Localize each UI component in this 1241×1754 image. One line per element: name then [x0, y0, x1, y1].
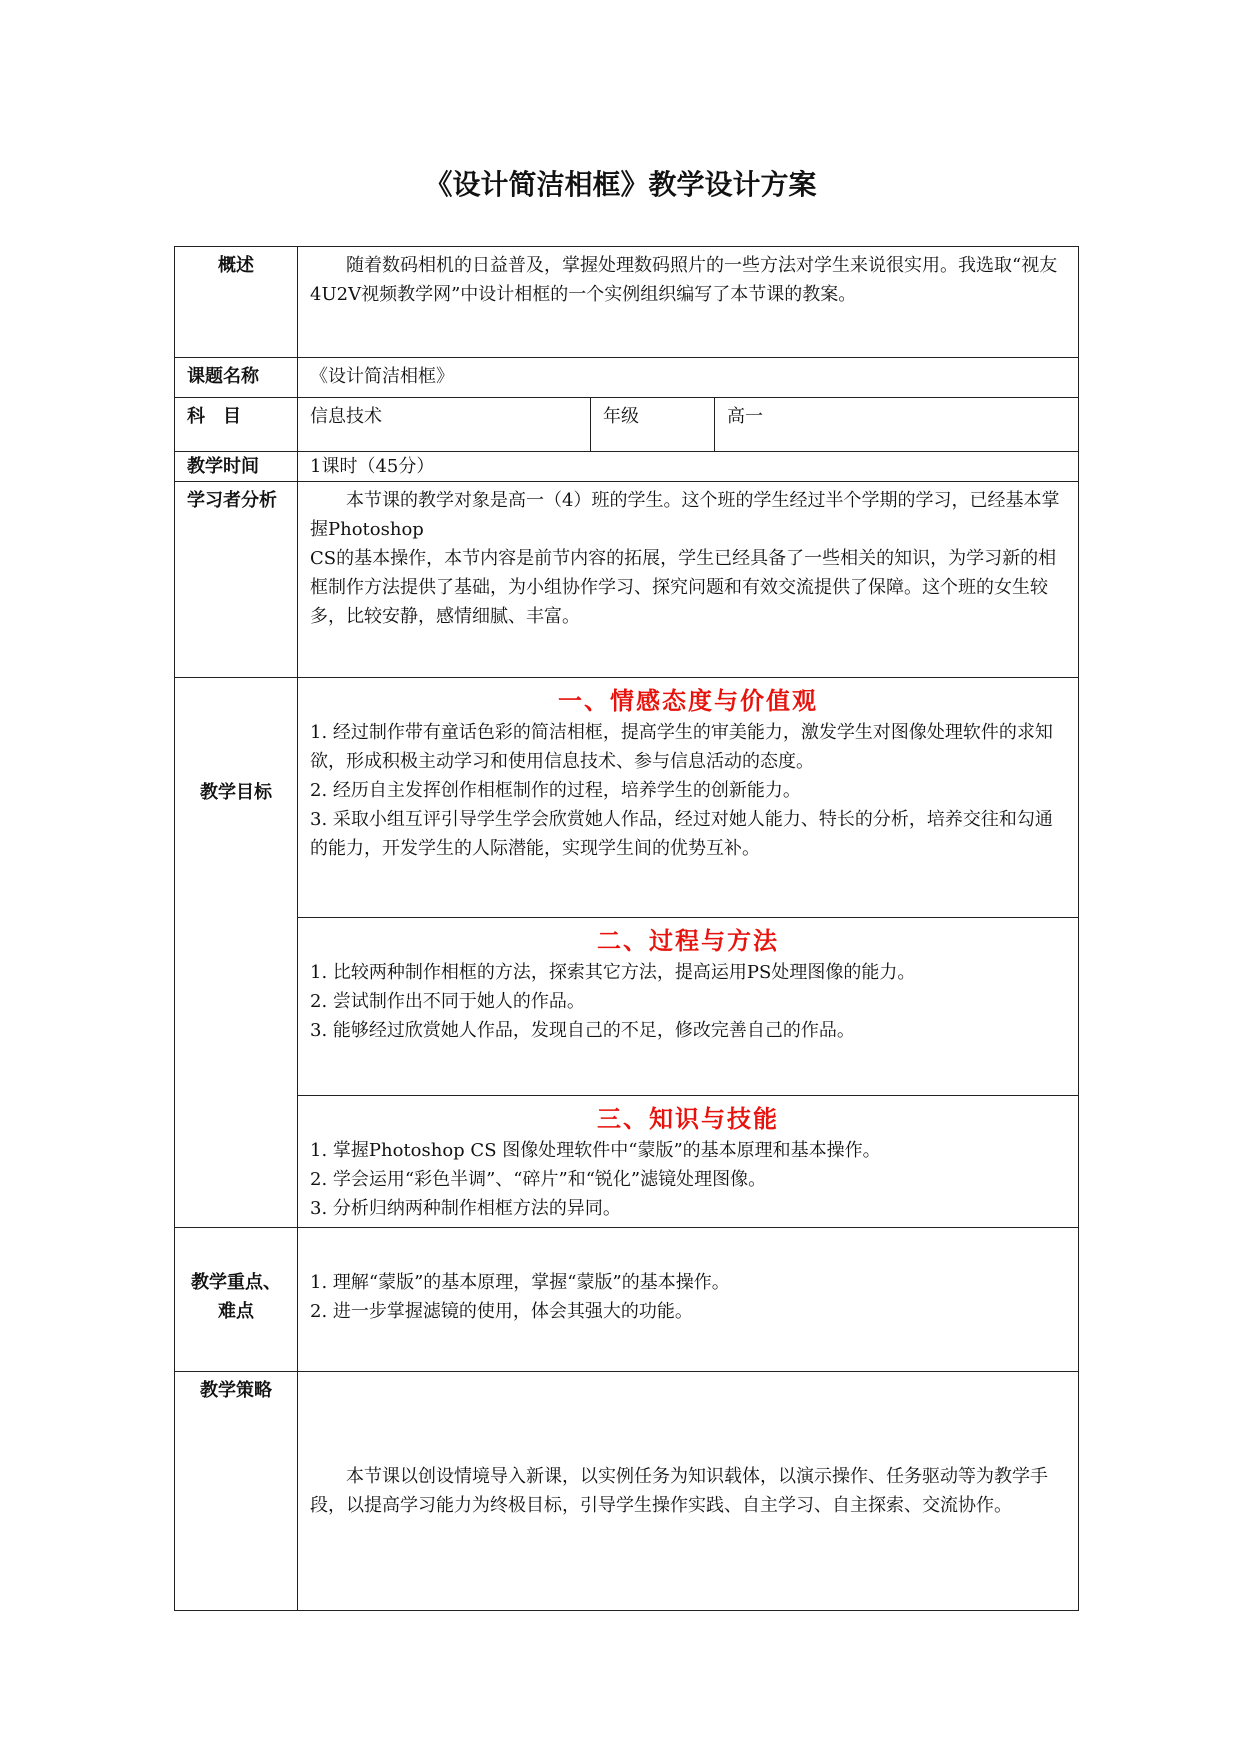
goals-label: 教学目标 — [175, 678, 298, 1228]
learner-label: 学习者分析 — [175, 482, 298, 678]
topic-label: 课题名称 — [175, 358, 298, 398]
goal-section-affective — [298, 678, 1079, 918]
grade-label: 年级 — [591, 398, 715, 452]
time-value: 1课时（45分） — [298, 452, 1079, 482]
row-time — [175, 452, 1079, 482]
row-goal-affective — [175, 678, 1079, 918]
learner-line-1: 本节课的教学对象是高一（4）班的学生。这个班的学生经过半个学期的学习，已经基本掌握Photoshop — [310, 490, 1060, 540]
overview-label: 概述 — [175, 247, 298, 358]
subject-label: 科 目 — [175, 398, 298, 452]
keypoint-item: 1. 理解“蒙版”的基本原理，掌握“蒙版”的基本操作。 — [310, 1272, 730, 1293]
goal-heading-affective: 一、情感态度与价值观 — [558, 686, 819, 715]
overview-text: 随着数码相机的日益普及，掌握处理数码照片的一些方法对学生来说很实用。我选取“视友4U2V视频教学网”中设计相框的一个实例组织编写了本节课的教案。 — [298, 247, 1079, 358]
strategy-label: 教学策略 — [175, 1372, 298, 1611]
goal-item: 2. 尝试制作出不同于她人的作品。 — [310, 991, 585, 1012]
learner-line-2: CS的基本操作，本节内容是前节内容的拓展，学生已经具备了一些相关的知识，为学习新的相框制作方法提供了基础，为小组协作学习、探究问题和有效交流提供了保障。这个班的女生较多，比较安静，感情细腻、丰富。 — [310, 548, 1057, 627]
lesson-plan-table — [174, 246, 1079, 1611]
row-subject — [175, 398, 1079, 452]
goal-section-process — [298, 918, 1079, 1096]
goal-item: 1. 经过制作带有童话色彩的简洁相框，提高学生的审美能力，激发学生对图像处理软件的求知欲，形成积极主动学习和使用信息技术、参与信息活动的态度。 — [310, 722, 1053, 772]
subject-value: 信息技术 — [298, 398, 591, 452]
row-topic — [175, 358, 1079, 398]
grade-value: 高一 — [715, 398, 1079, 452]
goal-section-knowledge — [298, 1096, 1079, 1228]
time-label: 教学时间 — [175, 452, 298, 482]
row-goal-knowledge — [175, 1096, 1079, 1228]
row-keypoints — [175, 1228, 1079, 1372]
row-goal-process — [175, 918, 1079, 1096]
goal-item: 2. 学会运用“彩色半调”、“碎片”和“锐化”滤镜处理图像。 — [310, 1169, 767, 1190]
document-title: 《设计简洁相框》教学设计方案 — [424, 168, 817, 201]
row-strategy — [175, 1372, 1079, 1611]
strategy-text: 本节课以创设情境导入新课，以实例任务为知识载体，以演示操作、任务驱动等为教学手段，以提高学习能力为终极目标，引导学生操作实践、自主学习、自主探索、交流协作。 — [298, 1372, 1079, 1611]
goal-item: 3. 分析归纳两种制作相框方法的异同。 — [310, 1198, 621, 1219]
keypoints-label: 教学重点、难点 — [175, 1228, 298, 1372]
keypoints-text — [298, 1228, 1079, 1372]
learner-text — [298, 482, 1079, 678]
goal-item: 1. 掌握Photoshop CS 图像处理软件中“蒙版”的基本原理和基本操作。 — [310, 1140, 881, 1161]
goal-item: 3. 采取小组互评引导学生学会欣赏她人作品，经过对她人能力、特长的分析，培养交往和勾通的能力，开发学生的人际潜能，实现学生间的优势互补。 — [310, 809, 1053, 859]
topic-value: 《设计简洁相框》 — [298, 358, 1079, 398]
goal-heading-knowledge: 三、知识与技能 — [597, 1104, 780, 1133]
goal-heading-process: 二、过程与方法 — [597, 926, 780, 955]
goal-item: 2. 经历自主发挥创作相框制作的过程，培养学生的创新能力。 — [310, 780, 801, 801]
keypoint-item: 2. 进一步掌握滤镜的使用，体会其强大的功能。 — [310, 1301, 693, 1322]
row-learner — [175, 482, 1079, 678]
row-overview — [175, 247, 1079, 358]
goal-item: 1. 比较两种制作相框的方法，探索其它方法，提高运用PS处理图像的能力。 — [310, 962, 916, 983]
goal-item: 3. 能够经过欣赏她人作品，发现自己的不足，修改完善自己的作品。 — [310, 1020, 855, 1041]
